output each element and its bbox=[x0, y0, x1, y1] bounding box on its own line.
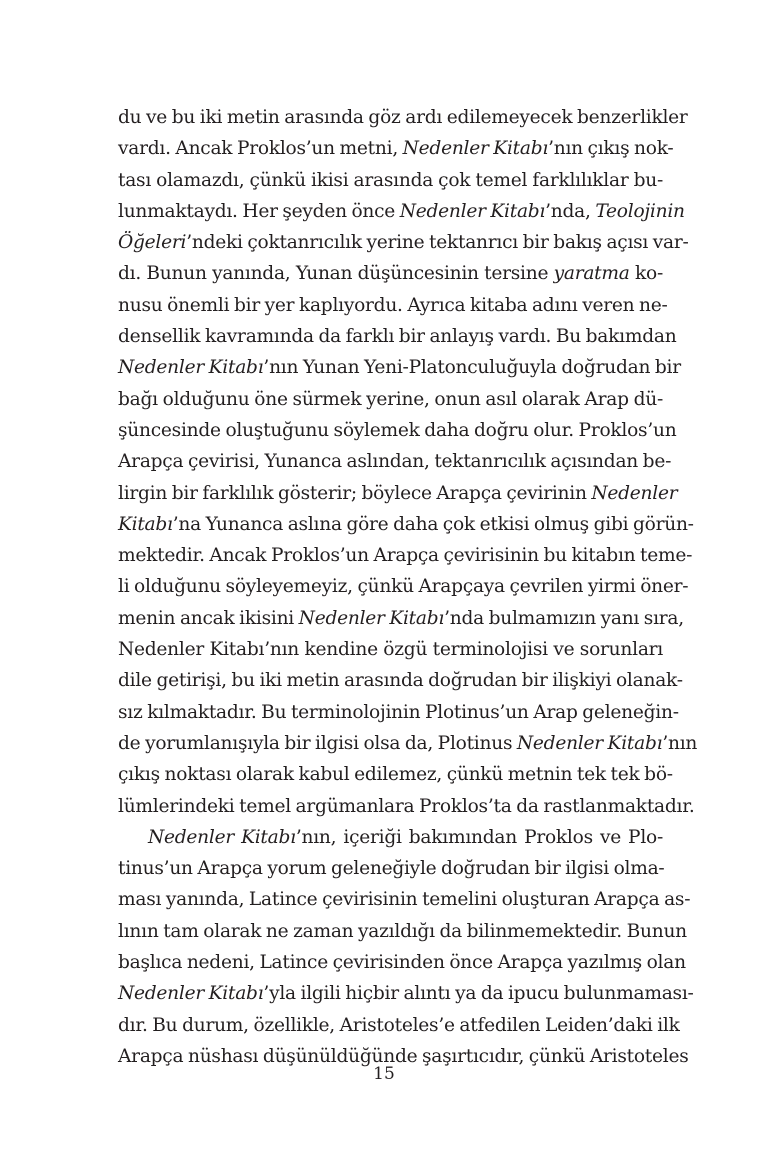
italic-text: Kitabı bbox=[118, 513, 173, 535]
text-run: lirgin bir farklılık gösterir; böylece Arapça çevirinin bbox=[118, 482, 592, 504]
text-run: dile getirişi, bu iki metin arasında doğrudan bir ilişkiyi olanak- bbox=[118, 670, 683, 692]
text-run: Nedenler Kitabı’nın kendine özgü terminolojisi ve sorunları bbox=[118, 639, 663, 661]
text-line bbox=[118, 165, 663, 196]
text-run: ’nda, bbox=[545, 200, 596, 222]
text-run: ’nın, içeriği bakımından Proklos ve Plo- bbox=[295, 826, 663, 848]
text-run: ’nda bulmamızın yanı sıra, bbox=[444, 607, 684, 629]
text-run: du ve bu iki metin arasında göz ardı edilemeyecek benzerlikler bbox=[118, 107, 688, 128]
text-run: de yorumlanışıyla bir ilgisi olsa da, Plotinus bbox=[118, 732, 517, 754]
text-line bbox=[118, 102, 688, 133]
italic-text: Nedenler bbox=[591, 482, 678, 504]
text-line bbox=[118, 352, 681, 383]
text-run: dı. Bunun yanında, Yunan düşüncesinin tersine bbox=[118, 263, 554, 285]
text-run: densellik kavramında da farklı bir anlayış vardı. Bu bakımdan bbox=[118, 326, 677, 348]
text-run: ’yla ilgili hiçbir alıntı ya da ipucu bulunmaması- bbox=[263, 983, 694, 1005]
text-run: lının tam olarak ne zaman yazıldığı da bilinmemektedir. Bunun bbox=[118, 920, 687, 942]
text-line bbox=[118, 978, 694, 1009]
text-line bbox=[118, 822, 663, 853]
italic-text: Nedenler Kitabı bbox=[118, 357, 264, 379]
text-run: tası olamazdı, çünkü ikisi arasında çok temel farklılıklar bu- bbox=[118, 169, 663, 191]
text-line bbox=[118, 133, 674, 164]
text-run: ko- bbox=[629, 263, 663, 285]
text-run: lümlerindeki temel argümanlara Proklos’ta da rastlanmaktadır. bbox=[118, 795, 695, 817]
text-run: çıkış noktası olarak kabul edilemez, çünkü metnin tek tek bö- bbox=[118, 764, 673, 786]
text-line bbox=[118, 290, 668, 321]
text-line bbox=[118, 196, 685, 227]
text-line bbox=[118, 384, 663, 415]
text-line bbox=[118, 603, 684, 634]
text-line bbox=[118, 728, 698, 759]
text-line bbox=[118, 227, 689, 258]
text-line bbox=[118, 509, 694, 540]
text-run: dır. Bu durum, özellikle, Aristoteles’e atfedilen Leiden’daki ilk bbox=[118, 1014, 680, 1036]
italic-text: Nedenler Kitabı bbox=[298, 607, 445, 629]
text-run: li olduğunu söyleyemeyiz, çünkü Arapçaya çevrilen yirmi öner- bbox=[118, 576, 689, 598]
text-run: ’nın Yunan Yeni-Platonculuğuyla doğrudan bir bbox=[263, 357, 681, 379]
text-run: ması yanında, Latince çevirisinin temelini oluşturan Arapça as- bbox=[118, 889, 691, 911]
paragraph bbox=[118, 822, 694, 1072]
text-run: sız kılmaktadır. Bu terminolojinin Plotinus’un Arap geleneğin- bbox=[118, 701, 679, 723]
text-line bbox=[118, 947, 686, 978]
text-line bbox=[118, 916, 687, 947]
text-run: başlıca nedeni, Latince çevirisinden önce Arapça yazılmış olan bbox=[118, 952, 686, 974]
text-line bbox=[118, 1010, 680, 1041]
italic-text: Nedenler Kitabı bbox=[399, 200, 546, 222]
italic-text: Nedenler Kitabı bbox=[402, 138, 549, 160]
text-run: şüncesinde oluştuğunu söylemek daha doğru olur. Proklos’un bbox=[118, 419, 677, 441]
text-line bbox=[118, 759, 673, 790]
italic-text: Nedenler Kitabı bbox=[516, 732, 663, 754]
text-line bbox=[118, 884, 691, 915]
text-run: ’na Yunanca aslına göre daha çok etkisi olmuş gibi görün- bbox=[172, 513, 694, 535]
text-line bbox=[118, 478, 678, 509]
text-run: vardı. Ancak Proklos’un metni, bbox=[118, 138, 403, 160]
text-run: mektedir. Ancak Proklos’un Arapça çevirisinin bu kitabın teme- bbox=[118, 545, 693, 567]
text-run: tinus’un Arapça yorum geleneğiyle doğrudan bir ilgisi olma- bbox=[118, 858, 665, 880]
text-run: ’nın çıkış nok- bbox=[548, 138, 674, 160]
italic-text: yaratma bbox=[553, 263, 630, 285]
text-line bbox=[118, 258, 663, 289]
text-run: menin ancak ikisini bbox=[118, 607, 299, 629]
text-line bbox=[118, 415, 677, 446]
italic-text: Nedenler Kitabı bbox=[118, 983, 264, 1005]
text-run: Arapça nüshası düşünüldüğünde şaşırtıcıdır, çünkü Aristoteles bbox=[118, 1045, 689, 1067]
text-run: lunmaktaydı. Her şeyden önce bbox=[118, 200, 400, 222]
text-run: ’ndeki çoktanrıcılık yerine tektanrıcı bir bakış açısı var- bbox=[186, 232, 689, 254]
text-run: Arapça çevirisi, Yunanca aslından, tektanrıcılık açısından be- bbox=[118, 451, 672, 473]
italic-text: Öğeleri bbox=[118, 232, 187, 254]
text-line bbox=[118, 540, 693, 571]
text-line bbox=[118, 571, 689, 602]
body-text bbox=[118, 102, 698, 1072]
text-line bbox=[118, 791, 695, 822]
text-line bbox=[118, 634, 663, 665]
italic-text: Nedenler Kitabı bbox=[148, 826, 296, 848]
italic-text: Teolojinin bbox=[595, 200, 685, 222]
paragraph bbox=[118, 102, 698, 822]
text-line bbox=[118, 697, 679, 728]
page-number: 15 bbox=[373, 1064, 395, 1084]
text-line bbox=[118, 665, 683, 696]
text-run: bağı olduğunu öne sürmek yerine, onun asıl olarak Arap dü- bbox=[118, 388, 663, 410]
text-line bbox=[118, 321, 677, 352]
text-line bbox=[118, 446, 672, 477]
text-run: ’nın bbox=[662, 732, 698, 754]
text-line bbox=[118, 853, 663, 884]
text-run: nusu önemli bir yer kaplıyordu. Ayrıca kitaba adını veren ne- bbox=[118, 294, 668, 316]
